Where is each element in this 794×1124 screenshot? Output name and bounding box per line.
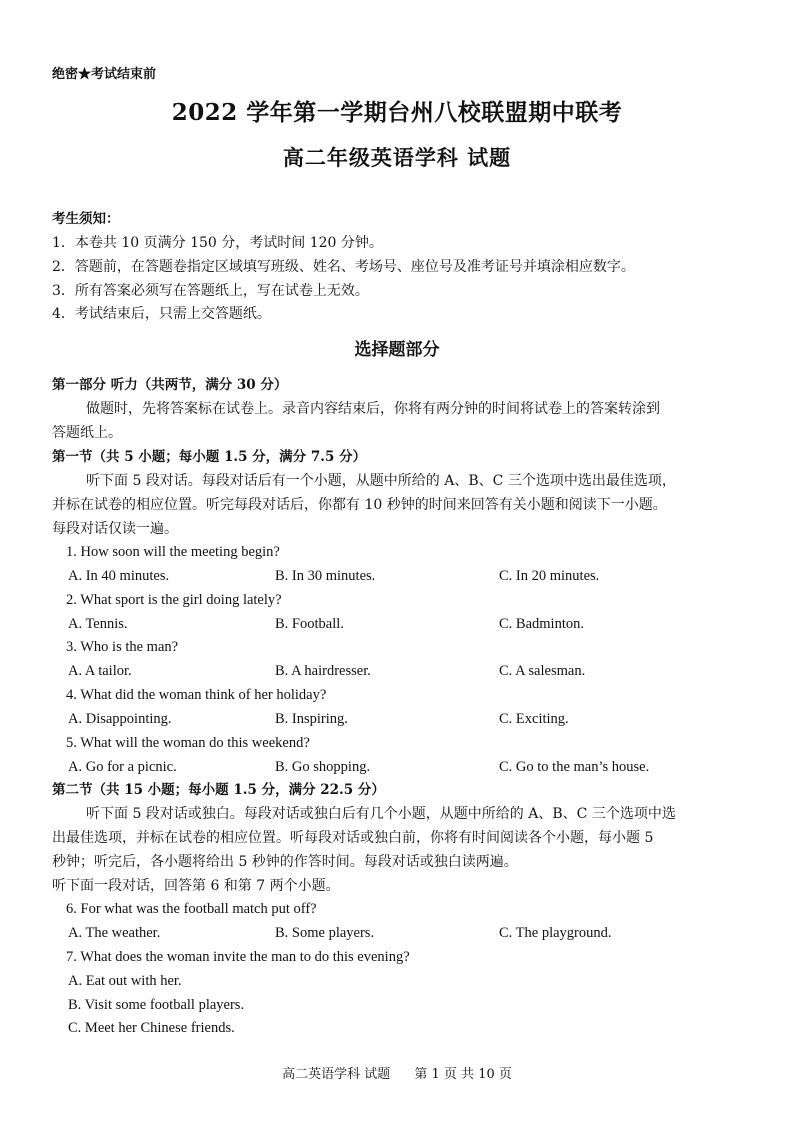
section1-instruction: 每段对话仅读一遍。: [52, 521, 178, 537]
option-c: C. Exciting.: [499, 711, 569, 727]
section2-instruction: 秒钟；听完后，各小题将给出 5 秒钟的作答时间。每段对话或独白读两遍。: [52, 854, 518, 870]
exam-title: 2022 学年第一学期台州八校联盟期中联考: [171, 99, 623, 126]
page-footer: [0, 1066, 794, 1084]
option-b: B. Football.: [275, 616, 344, 632]
section2-heading: 第二节（共 15 小题；每小题 1.5 分，满分 22.5 分）: [52, 782, 385, 798]
option-a: A. Tennis.: [68, 616, 128, 632]
option-b: B. Inspiring.: [275, 711, 348, 727]
question-text: 4. What did the woman think of her holiday?: [66, 687, 327, 703]
section1-instruction: 听下面 5 段对话。每段对话后有一个小题，从题中所给的 A、B、C 三个选项中选出最佳选项，: [86, 473, 676, 489]
notice-item: 2．答题前，在答题卷指定区域填写班级、姓名、考场号、座位号及准考证号并填涂相应数字。: [52, 259, 635, 275]
question-text: 7. What does the woman invite the man to do this evening?: [66, 949, 410, 965]
option-b: B. A hairdresser.: [275, 663, 371, 679]
option-a: A. A tailor.: [68, 663, 132, 679]
option-c: C. Go to the man’s house.: [499, 759, 650, 775]
question-text: 5. What will the woman do this weekend?: [66, 735, 310, 751]
option-c: C. A salesman.: [499, 663, 586, 679]
section2-instruction: 听下面 5 段对话或独白。每段对话或独白后有几个小题，从题中所给的 A、B、C 三个选项中选: [86, 806, 676, 822]
notice-heading: 考生须知：: [52, 211, 120, 227]
part1-heading: 第一部分 听力（共两节，满分 30 分）: [52, 377, 288, 393]
option-b: B. In 30 minutes.: [275, 568, 376, 584]
option-b: B. Go shopping.: [275, 759, 371, 775]
question-text: 3. Who is the man?: [66, 639, 179, 655]
notice-item: 4．考试结束后，只需上交答题纸。: [52, 306, 271, 322]
option-c: C. Meet her Chinese friends.: [68, 1020, 235, 1036]
option-c: C. The playground.: [499, 925, 612, 941]
confidential-label: 绝密★考试结束前: [52, 67, 157, 82]
option-a: A. Disappointing.: [68, 711, 172, 727]
option-a: A. In 40 minutes.: [68, 568, 170, 584]
exam-subtitle: 高二年级英语学科 试题: [282, 145, 512, 170]
option-a: A. Go for a picnic.: [68, 759, 177, 775]
footer-page-number: 第 1 页 共 10 页: [414, 1067, 512, 1082]
question-text: 1. How soon will the meeting begin?: [66, 544, 280, 560]
option-b: B. Some players.: [275, 925, 375, 941]
question-text: 6. For what was the football match put off?: [66, 901, 317, 917]
option-b: B. Visit some football players.: [68, 997, 245, 1013]
option-c: C. In 20 minutes.: [499, 568, 600, 584]
section1-heading: 第一节（共 5 小题；每小题 1.5 分，满分 7.5 分）: [52, 449, 367, 465]
notice-item: 1．本卷共 10 页满分 150 分，考试时间 120 分钟。: [52, 235, 383, 251]
section-title: 选择题部分: [354, 340, 440, 360]
option-c: C. Badminton.: [499, 616, 584, 632]
option-a: A. Eat out with her.: [68, 973, 182, 989]
option-a: A. The weather.: [68, 925, 161, 941]
footer-subject: 高二英语学科 试题: [282, 1067, 391, 1082]
part1-instruction: 做题时，先将答案标在试卷上。录音内容结束后，你将有两分钟的时间将试卷上的答案转涂到: [86, 401, 660, 417]
part1-instruction: 答题纸上。: [52, 425, 122, 441]
section2-lead: 听下面一段对话，回答第 6 和第 7 两个小题。: [52, 878, 340, 894]
section2-instruction: 出最佳选项，并标在试卷的相应位置。听每段对话或独白前，你将有时间阅读各个小题，每小题 5: [52, 830, 654, 846]
section1-instruction: 并标在试卷的相应位置。听完每段对话后，你都有 10 秒钟的时间来回答有关小题和阅读下一小题。: [52, 497, 667, 513]
notice-item: 3．所有答案必须写在答题纸上，写在试卷上无效。: [52, 283, 369, 299]
question-text: 2. What sport is the girl doing lately?: [66, 592, 282, 608]
